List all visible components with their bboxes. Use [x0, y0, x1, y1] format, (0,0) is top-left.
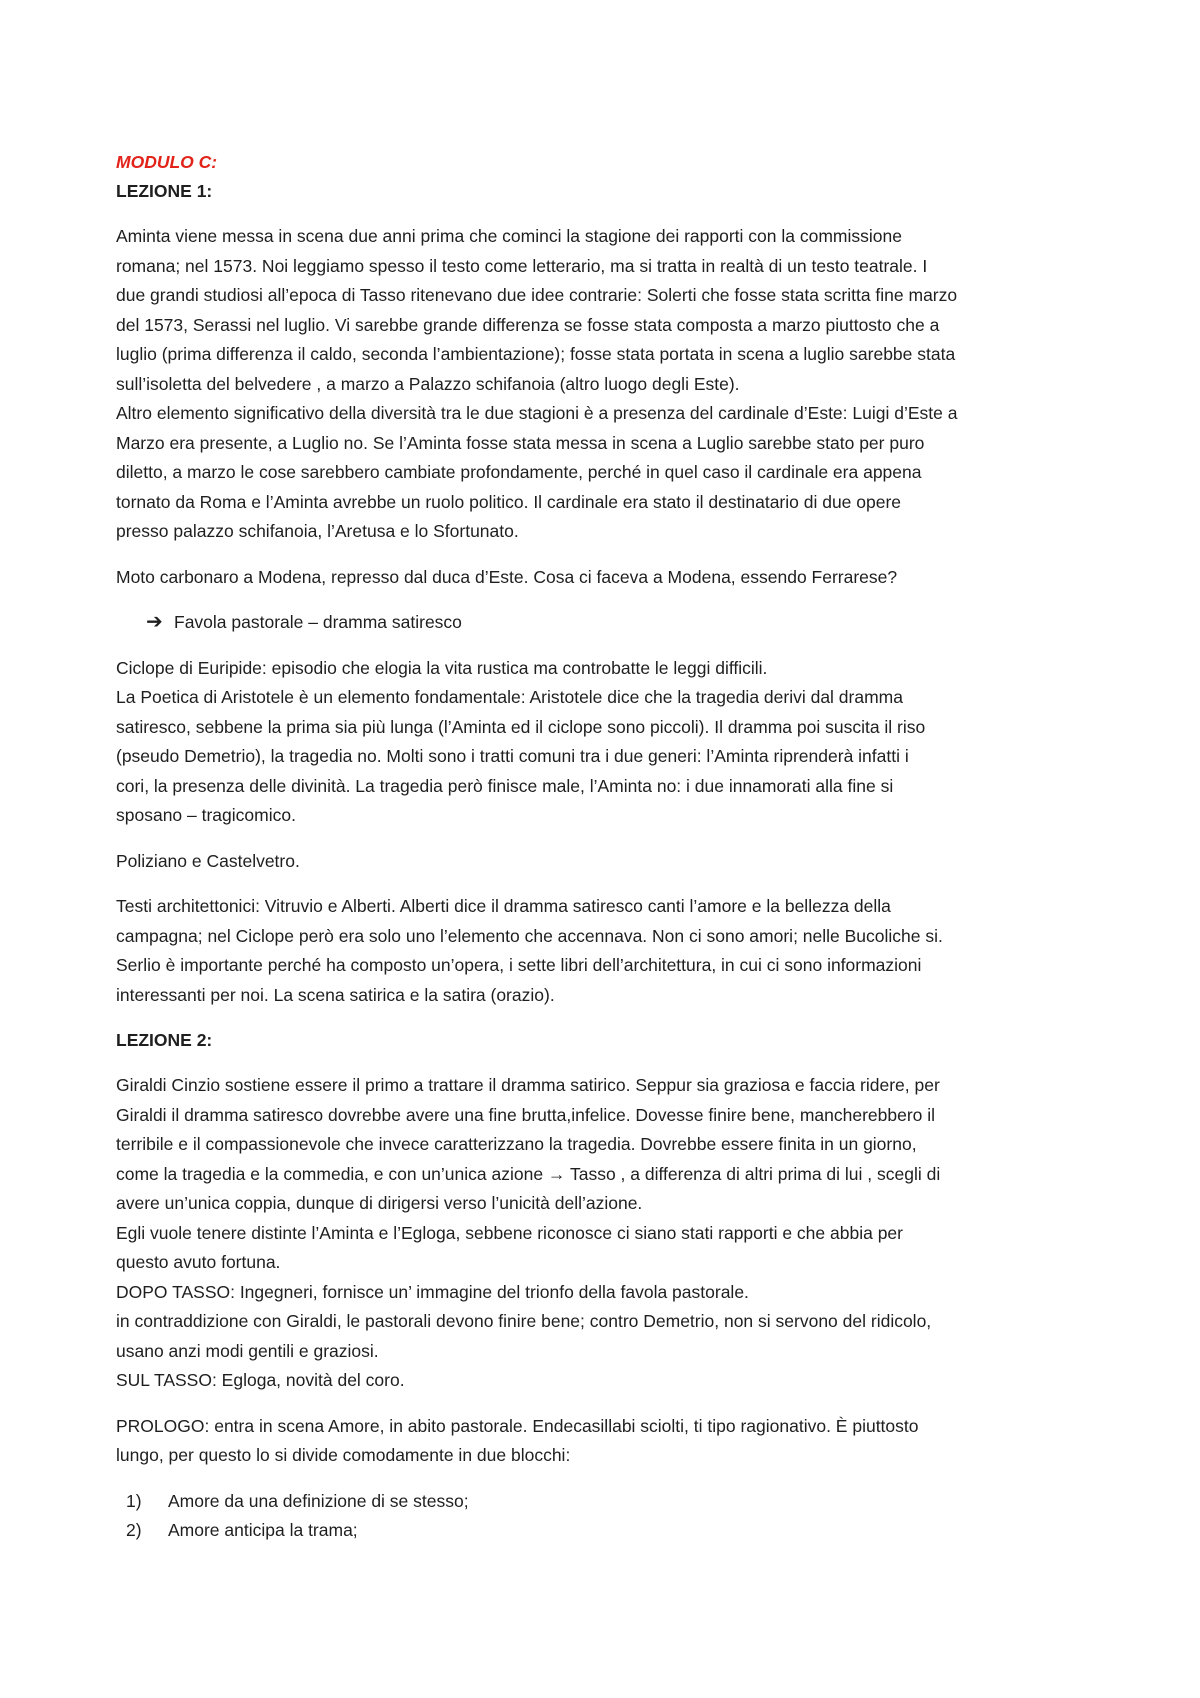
- lesson-1-paragraph-4: [116, 847, 1091, 877]
- text-line: tornato da Roma e l’Aminta avrebbe un ruolo politico. Il cardinale era stato il destinatario di due opere: [116, 491, 902, 512]
- text-line: La Poetica di Aristotele è un elemento fondamentale: Aristotele dice che la tragedia derivi dal dramma: [116, 687, 903, 707]
- bullet-arrow-item: [146, 608, 1091, 638]
- lesson-2-paragraph-1: [116, 1071, 1091, 1396]
- text-line: questo avuto fortuna.: [116, 1252, 281, 1272]
- numbered-list: [116, 1487, 1091, 1546]
- list-text: Amore da una definizione di se stesso;: [168, 1490, 469, 1511]
- lesson-1-paragraph-3: [116, 654, 1091, 831]
- text-line: Marzo era presente, a Luglio no. Se l’Aminta fosse stata messa in scena a Luglio sarebbe stato per puro: [116, 432, 925, 453]
- text-line: diletto, a marzo le cose sarebbero cambiate profondamente, perché in quel caso il cardinale era appena: [116, 462, 922, 482]
- lesson-1-paragraph-1: [116, 222, 1091, 547]
- text-line: cori, la presenza delle divinità. La tragedia però finisce male, l’Aminta no: i due innamorati alla fine si: [116, 775, 894, 796]
- text-line: romana; nel 1573. Noi leggiamo spesso il testo come letterario, ma si tratta in realtà di un testo teatrale. I: [116, 255, 928, 276]
- text-line: satiresco, sebbene la prima sia più lunga (l’Aminta ed il ciclope sono piccoli). Il dramma poi suscita il riso: [116, 716, 926, 737]
- list-number: 2): [126, 1520, 142, 1540]
- lesson-1-paragraph-5: [116, 892, 1091, 1010]
- text-line: terribile e il compassionevole che invece caratterizzano la tragedia. Dovrebbe essere finita in un giorno,: [116, 1134, 917, 1154]
- arrow-right-icon: ➔: [146, 611, 163, 633]
- text-line: Aminta viene messa in scena due anni prima che cominci la stagione dei rapporti con la commissione: [116, 226, 902, 246]
- lesson-2-heading: LEZIONE 2:: [116, 1030, 213, 1050]
- text-line: Egli vuole tenere distinte l’Aminta e l’Egloga, sebbene riconosce ci siano stati rapporti e che abbia per: [116, 1222, 903, 1243]
- text-line: Moto carbonaro a Modena, represso dal duca d’Este. Cosa ci faceva a Modena, essendo Ferrarese?: [116, 566, 898, 587]
- list-item: [126, 1516, 1091, 1546]
- text-line: luglio (prima differenza il caldo, seconda l’ambientazione); fosse stata portata in scena a luglio sarebbe stata: [116, 344, 956, 364]
- text-line: presso palazzo schifanoia, l’Aretusa e lo Sfortunato.: [116, 521, 519, 541]
- text-line: due grandi studiosi all’epoca di Tasso ritenevano due idee contrarie: Solerti che fosse stata scritta fine marzo: [116, 285, 958, 305]
- module-title: MODULO C:: [116, 152, 218, 172]
- text-line: Serlio è importante perché ha composto un’opera, i sette libri dell’architettura, in cui ci sono informazioni: [116, 955, 922, 975]
- text-line: come la tragedia e la commedia, e con un’unica azione → Tasso , a differenza di altri prima di lui , scegli di: [116, 1163, 941, 1184]
- document-content: [116, 148, 1091, 1546]
- text-line: DOPO TASSO: Ingegneri, fornisce un’ immagine del trionfo della favola pastorale.: [116, 1281, 749, 1302]
- text-line: SUL TASSO: Egloga, novità del coro.: [116, 1370, 405, 1390]
- lesson-2-paragraph-2: [116, 1412, 1091, 1471]
- text-line: Ciclope di Euripide: episodio che elogia la vita rustica ma controbatte le leggi difficili.: [116, 657, 768, 678]
- text-line: sposano – tragicomico.: [116, 805, 296, 825]
- text-line: (pseudo Demetrio), la tragedia no. Molti sono i tratti comuni tra i due generi: l’Aminta riprenderà infatti i: [116, 746, 909, 766]
- text-line: Giraldi Cinzio sostiene essere il primo a trattare il dramma satirico. Seppur sia graziosa e faccia ridere, per: [116, 1075, 940, 1095]
- list-item: [126, 1487, 1091, 1517]
- text-line: interessanti per noi. La scena satirica e la satira (orazio).: [116, 984, 555, 1005]
- text-line: Testi architettonici: Vitruvio e Alberti. Alberti dice il dramma satiresco canti l’amore e la bellezza della: [116, 896, 891, 916]
- text-line: Giraldi il dramma satiresco dovrebbe avere una fine brutta,infelice. Dovesse finire bene, mancherebbero il: [116, 1104, 936, 1125]
- list-text: Amore anticipa la trama;: [168, 1520, 358, 1540]
- text-line: PROLOGO: entra in scena Amore, in abito pastorale. Endecasillabi sciolti, ti tipo ragionativo. È piuttosto: [116, 1415, 919, 1436]
- lesson-1-heading: LEZIONE 1:: [116, 181, 213, 201]
- text-line: sull’isoletta del belvedere , a marzo a Palazzo schifanoia (altro luogo degli Este).: [116, 373, 740, 394]
- text-line: del 1573, Serassi nel luglio. Vi sarebbe grande differenza se fosse stata composta a marzo piuttosto che a: [116, 314, 940, 335]
- list-number: 1): [126, 1490, 142, 1511]
- text-line: in contraddizione con Giraldi, le pastorali devono finire bene; contro Demetrio, non si servono del ridicolo,: [116, 1311, 932, 1331]
- text-line: Poliziano e Castelvetro.: [116, 850, 300, 871]
- text-line: usano anzi modi gentili e graziosi.: [116, 1340, 379, 1361]
- text-line: lungo, per questo lo si divide comodamente in due blocchi:: [116, 1445, 571, 1465]
- text-line: Altro elemento significativo della diversità tra le due stagioni è a presenza del cardinale d’Este: Luigi d’Este a: [116, 403, 958, 423]
- text-line: avere un’unica coppia, dunque di dirigersi verso l’unicità dell’azione.: [116, 1193, 643, 1213]
- bullet-text: Favola pastorale – dramma satiresco: [174, 612, 462, 632]
- text-line: campagna; nel Ciclope però era solo uno l’elemento che accennava. Non ci sono amori; nelle Bucoliche si.: [116, 925, 943, 946]
- lesson-1-paragraph-2: [116, 563, 1091, 593]
